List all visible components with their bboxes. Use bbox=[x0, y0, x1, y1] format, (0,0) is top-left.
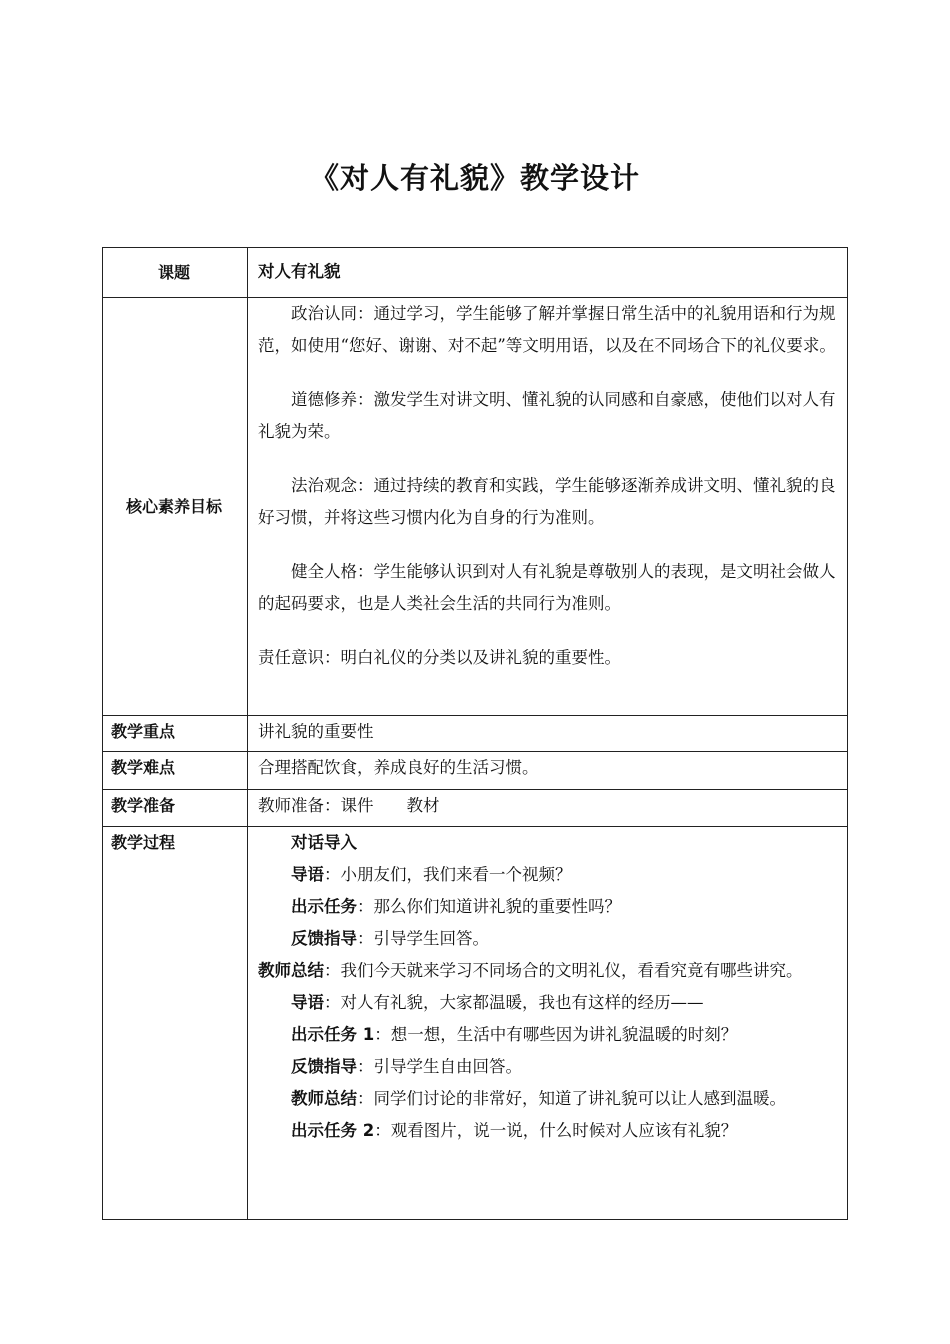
row-topic bbox=[103, 248, 848, 298]
process-text: ：小朋友们，我们来看一个视频？ bbox=[324, 865, 572, 884]
goals-content bbox=[248, 298, 848, 716]
process-line bbox=[258, 1051, 837, 1083]
process-term: 反馈指导 bbox=[291, 929, 357, 948]
goal-personality: 健全人格：学生能够认识到对人有礼貌是尊敬别人的表现，是文明社会做人的起码要求，也是人类社会生活的共同行为准则。 bbox=[258, 562, 836, 613]
process-text: ：我们今天就来学习不同场合的文明礼仪，看看究竟有哪些讲究。 bbox=[324, 961, 803, 980]
row-goals bbox=[103, 298, 848, 716]
process-line bbox=[258, 1019, 837, 1051]
topic-value: 对人有礼貌 bbox=[248, 248, 848, 298]
goals-label: 核心素养目标 bbox=[103, 298, 248, 716]
goal-political: 政治认同：通过学习，学生能够了解并掌握日常生活中的礼貌用语和行为规范，如使用“您好、谢谢、对不起”等文明用语，以及在不同场合下的礼仪要求。 bbox=[258, 304, 836, 355]
process-heading: 对话导入 bbox=[291, 833, 357, 852]
row-preparation bbox=[103, 790, 848, 827]
preparation-value: 教师准备：课件 教材 bbox=[248, 790, 848, 827]
process-term: 出示任务 bbox=[291, 897, 357, 916]
lesson-plan-table bbox=[102, 247, 848, 1220]
process-line bbox=[258, 1115, 837, 1147]
process-line bbox=[258, 923, 837, 955]
process-term: 出示任务 1 bbox=[291, 1025, 375, 1044]
goal-law: 法治观念：通过持续的教育和实践，学生能够逐渐养成讲文明、懂礼貌的良好习惯，并将这些习惯内化为自身的行为准则。 bbox=[258, 476, 836, 527]
page-title: 《对人有礼貌》教学设计 bbox=[309, 161, 640, 195]
process-term: 出示任务 2 bbox=[291, 1121, 375, 1140]
process-text: ：同学们讨论的非常好，知道了讲礼貌可以让人感到温暖。 bbox=[357, 1089, 786, 1108]
process-line bbox=[258, 891, 837, 923]
key-point-value: 讲礼貌的重要性 bbox=[248, 716, 848, 752]
process-text: ：引导学生自由回答。 bbox=[357, 1057, 522, 1076]
difficulty-value: 合理搭配饮食，养成良好的生活习惯。 bbox=[248, 752, 848, 790]
process-line bbox=[258, 859, 837, 891]
process-text: ：观看图片，说一说，什么时候对人应该有礼貌？ bbox=[374, 1121, 738, 1140]
row-key-point bbox=[103, 716, 848, 752]
process-text: ：引导学生回答。 bbox=[357, 929, 489, 948]
key-point-label: 教学重点 bbox=[103, 716, 248, 752]
process-text: ：对人有礼貌，大家都温暖，我也有这样的经历—— bbox=[324, 993, 704, 1012]
process-text: ：那么你们知道讲礼貌的重要性吗？ bbox=[357, 897, 621, 916]
process-text: ：想一想，生活中有哪些因为讲礼貌温暖的时刻？ bbox=[374, 1025, 738, 1044]
process-term: 反馈指导 bbox=[291, 1057, 357, 1076]
process-line bbox=[258, 1083, 837, 1115]
process-line bbox=[258, 987, 837, 1019]
process-term: 教师总结 bbox=[258, 961, 324, 980]
process-content bbox=[248, 827, 848, 1220]
process-term: 导语 bbox=[291, 993, 324, 1012]
row-difficulty bbox=[103, 752, 848, 790]
row-process bbox=[103, 827, 848, 1220]
topic-label: 课题 bbox=[103, 248, 248, 298]
process-term: 导语 bbox=[291, 865, 324, 884]
goal-responsibility: 责任意识：明白礼仪的分类以及讲礼貌的重要性。 bbox=[258, 648, 621, 667]
process-line bbox=[258, 955, 837, 987]
difficulty-label: 教学难点 bbox=[103, 752, 248, 790]
process-term: 教师总结 bbox=[291, 1089, 357, 1108]
preparation-label: 教学准备 bbox=[103, 790, 248, 827]
goal-moral: 道德修养：激发学生对讲文明、懂礼貌的认同感和自豪感，使他们以对人有礼貌为荣。 bbox=[258, 390, 836, 441]
process-label: 教学过程 bbox=[103, 827, 248, 1220]
